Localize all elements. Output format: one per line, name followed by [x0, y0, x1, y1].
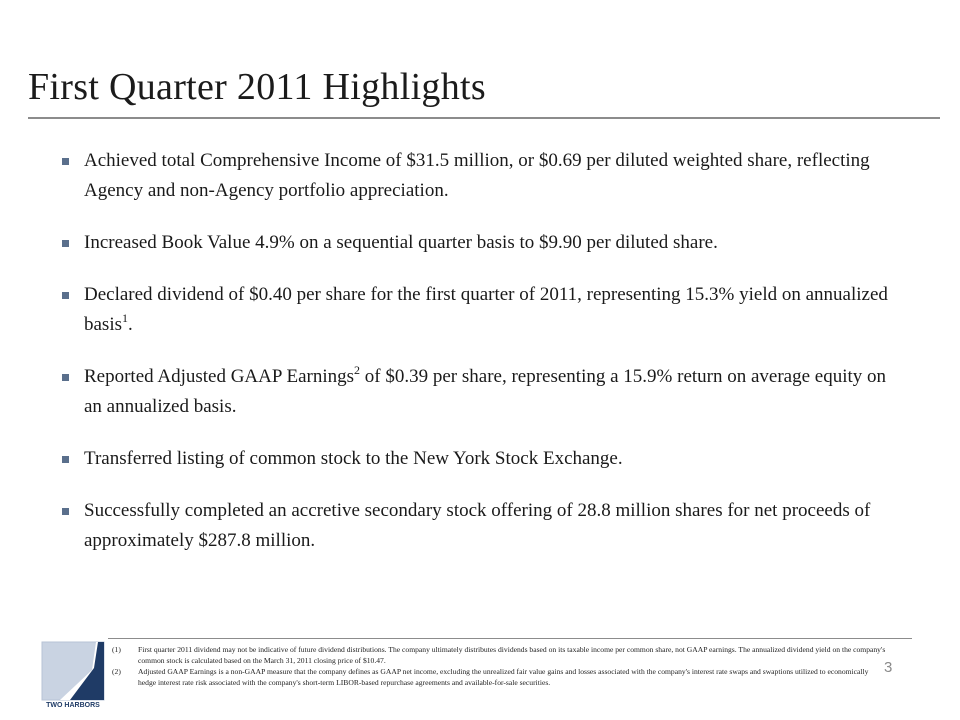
bullet-text: Transferred listing of common stock to the New York Stock Exchange. — [84, 448, 623, 469]
square-bullet-icon — [62, 374, 69, 381]
footnote-ref: 1 — [122, 310, 128, 325]
footnote-text: First quarter 2011 dividend may not be indicative of future dividend distributions. The company ultimately distributes dividends based on its taxable income per common share, not GAAP earnings. The annualized dividend yield on the company's common stock is calculated based on the March 31, 2011 closing price of $10.47. — [138, 645, 886, 665]
footnote-item — [112, 644, 887, 666]
logo-text: TWO HARBORS — [46, 702, 100, 709]
bullet-item — [62, 146, 902, 206]
square-bullet-icon — [62, 158, 69, 165]
footnotes — [112, 644, 887, 688]
footnote-item — [112, 666, 887, 688]
bullet-text: Achieved total Comprehensive Income of $31.5 million, or $0.69 per diluted weighted share, reflecting Agency and non-Agency portfolio appreciation. — [84, 150, 870, 201]
footnote-number: (1) — [112, 645, 121, 654]
slide-title: First Quarter 2011 Highlights — [28, 66, 486, 108]
square-bullet-icon — [62, 508, 69, 515]
bullet-text-tail: of $0.39 per share, representing a 15.9% return on average equity on an annualized basis. — [84, 366, 887, 417]
bullet-text: Increased Book Value 4.9% on a sequential quarter basis to $9.90 per diluted share. — [84, 232, 718, 253]
bullet-item — [62, 496, 902, 556]
footnote-text: Adjusted GAAP Earnings is a non-GAAP measure that the company defines as GAAP net income, excluding the unrealized fair value gains and losses associated with the company's interest rate swaps and swaptions utilized to economically hedge interest rate risk associated with the company's short-term LIBOR-based repurchase agreements and available-for-sale securities. — [138, 667, 869, 687]
bullet-text: Declared dividend of $0.40 per share for the first quarter of 2011, representing 15.3% yield on annualized basis — [84, 284, 888, 335]
footnote-number: (2) — [112, 667, 121, 676]
bullet-item — [62, 228, 902, 258]
bullet-item — [62, 444, 902, 474]
company-logo — [40, 640, 106, 712]
bullet-item — [62, 280, 902, 340]
square-bullet-icon — [62, 292, 69, 299]
square-bullet-icon — [62, 240, 69, 247]
page-number: 3 — [884, 659, 893, 676]
square-bullet-icon — [62, 456, 69, 463]
footnote-ref: 2 — [354, 362, 361, 377]
logo-mark-icon — [40, 640, 106, 702]
footer-divider — [108, 638, 912, 639]
bullet-text-tail: . — [128, 314, 133, 335]
title-divider — [28, 117, 940, 119]
highlights-list — [62, 146, 902, 578]
bullet-text: Reported Adjusted GAAP Earnings — [84, 366, 355, 387]
bullet-item — [62, 362, 902, 422]
bullet-text: Successfully completed an accretive secondary stock offering of 28.8 million shares for net proceeds of approximately $287.8 million. — [84, 500, 871, 551]
